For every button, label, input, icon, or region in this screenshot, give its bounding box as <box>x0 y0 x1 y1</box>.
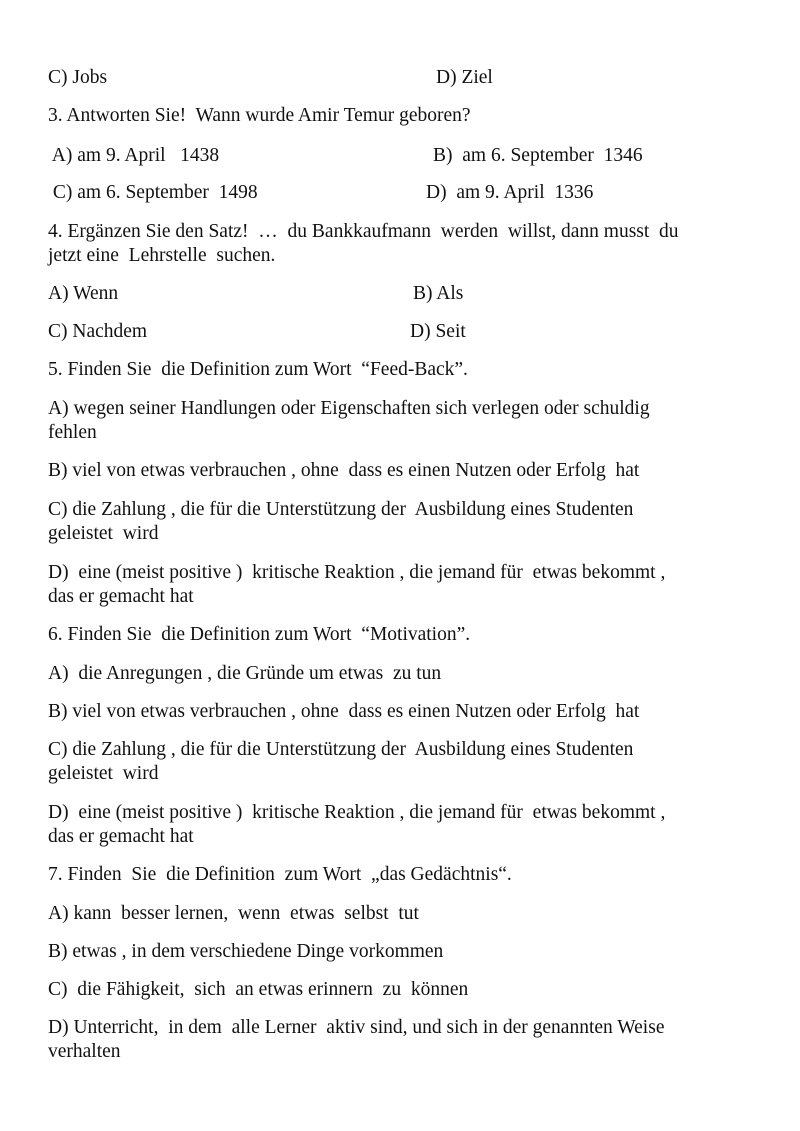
q5-option-a-line2: fehlen <box>48 422 97 443</box>
q3-option-b: B) am 6. September 1346 <box>433 145 643 166</box>
q4-option-c: C) Nachdem <box>48 321 148 342</box>
q6-option-d-line1: D) eine (meist positive ) kritische Reaktion , die jemand für etwas bekommt , <box>48 802 666 823</box>
q3-option-c: C) am 6. September 1498 <box>48 182 258 203</box>
q2-option-c: C) Jobs <box>48 67 108 88</box>
q5-question: 5. Finden Sie die Definition zum Wort “Feed-Back”. <box>48 359 468 380</box>
q5-option-a-line1: A) wegen seiner Handlungen oder Eigenschaften sich verlegen oder schuldig <box>48 398 650 419</box>
q7-option-c: C) die Fähigkeit, sich an etwas erinnern zu können <box>48 979 469 1000</box>
q7-option-d-line1: D) Unterricht, in dem alle Lerner aktiv sind, und sich in der genannten Weise <box>48 1017 665 1038</box>
q5-option-c-line1: C) die Zahlung , die für die Unterstützung der Ausbildung eines Studenten <box>48 499 634 520</box>
q4-question-line2: jetzt eine Lehrstelle suchen. <box>48 245 276 266</box>
q2-option-d: D) Ziel <box>436 67 493 88</box>
q6-option-c-line2: geleistet wird <box>48 763 159 784</box>
q6-option-c-line1: C) die Zahlung , die für die Unterstützung der Ausbildung eines Studenten <box>48 739 634 760</box>
q4-option-b: B) Als <box>413 283 464 304</box>
q4-option-a: A) Wenn <box>48 283 119 304</box>
q4-question-line1: 4. Ergänzen Sie den Satz! … du Bankkaufmann werden willst, dann musst du <box>48 221 679 242</box>
q6-question: 6. Finden Sie die Definition zum Wort “Motivation”. <box>48 624 471 645</box>
q5-option-c-line2: geleistet wird <box>48 523 159 544</box>
q5-option-d-line2: das er gemacht hat <box>48 586 194 607</box>
q7-option-a: A) kann besser lernen, wenn etwas selbst tut <box>48 903 419 924</box>
q6-option-b: B) viel von etwas verbrauchen , ohne dass es einen Nutzen oder Erfolg hat <box>48 701 640 722</box>
q7-option-d-line2: verhalten <box>48 1041 121 1062</box>
q7-option-b: B) etwas , in dem verschiedene Dinge vorkommen <box>48 941 444 962</box>
q6-option-a: A) die Anregungen , die Gründe um etwas zu tun <box>48 663 442 684</box>
q5-option-d-line1: D) eine (meist positive ) kritische Reaktion , die jemand für etwas bekommt , <box>48 562 666 583</box>
q6-option-d-line2: das er gemacht hat <box>48 826 194 847</box>
q3-option-a: A) am 9. April 1438 <box>48 145 220 166</box>
q7-question: 7. Finden Sie die Definition zum Wort „das Gedächtnis“. <box>48 864 512 885</box>
q4-option-d: D) Seit <box>410 321 466 342</box>
q3-option-d: D) am 9. April 1336 <box>426 182 594 203</box>
q3-question: 3. Antworten Sie! Wann wurde Amir Temur geboren? <box>48 105 471 126</box>
q5-option-b: B) viel von etwas verbrauchen , ohne dass es einen Nutzen oder Erfolg hat <box>48 460 640 481</box>
